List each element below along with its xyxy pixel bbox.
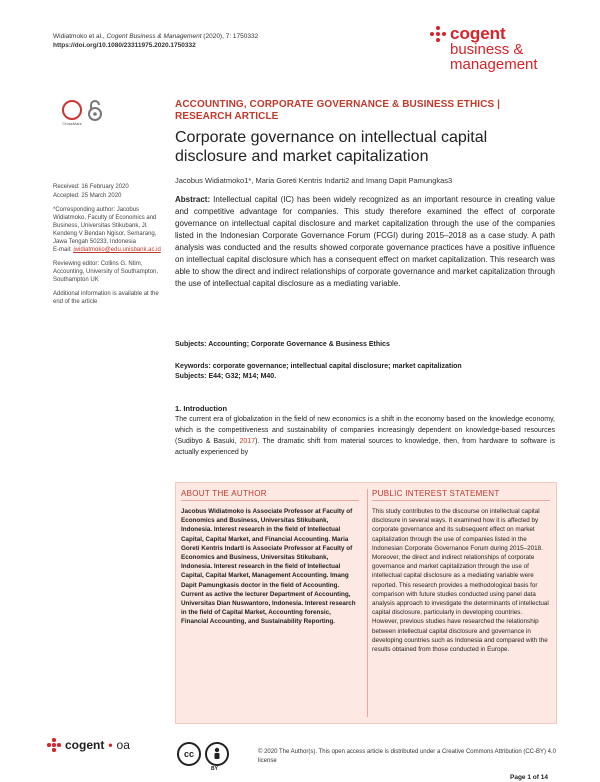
sidebar-info <box>53 183 161 312</box>
cc-by-icon[interactable] <box>205 742 229 772</box>
email-link[interactable]: jwidiatmoko@edu.unisbank.ac.id <box>73 247 161 253</box>
intro-heading: 1. Introduction <box>175 404 228 413</box>
received-date: Received: 16 February 2020 <box>53 184 129 190</box>
citation-journal: Cogent Business & Management <box>106 33 202 40</box>
additional-info: Additional information is available at the end of the article <box>53 291 159 305</box>
intro-part-2: ). The dramatic shift from material sources to knowledge, then, from hardware to software is actually experienced by <box>175 438 555 456</box>
logo-brand: cogent <box>450 24 506 43</box>
footer-brand-suffix: oa <box>116 738 130 752</box>
cogent-oa-logo: cogent • oa <box>47 738 130 752</box>
journal-logo <box>430 26 580 72</box>
accepted-date: Accepted: 25 March 2020 <box>53 193 122 199</box>
corresponding-author <box>53 206 161 254</box>
cc-label: cc <box>183 749 194 759</box>
box-divider <box>367 489 368 717</box>
citation-header <box>53 32 258 50</box>
abstract-text: Intellectual capital (IC) has been widely recognized as an important resource in creating value and competitive advantage for companies. This study therefore examined the effect of corporate governance on intellectual capital disclosure and market capitalization through the use of the companies listed in the Indonesian Corporate Governance Forum (FCGI) during 2015–2018 as a case study. A path analysis was conducted and the results showed corporate governance practices have a positive influence on intellectual capital disclosure which has a consequent effect on market capitalization. This research was able to show the direct and indirect relationships of corporate governance and market capitalization through the use of intellectual capital disclosure as a mediating variable. <box>175 195 555 288</box>
by-label: BY <box>211 766 218 772</box>
citation-rest: (2020), 7: 1750332 <box>201 33 259 40</box>
about-author <box>181 489 359 627</box>
logo-line2: management <box>450 56 538 73</box>
keywords-block <box>175 362 555 382</box>
about-author-text: Jacobus Widiatmoko is Associate Professor at Faculty of Economics and Business, Universitas Stikubank, Indonesia. Interest research in the field of Intellectual Capital, Capital Market, and Financial Accounting. Maria Goreti Kentris Indarti is Associate Professor at Faculty of Economics and Business, Universitas Stikubank, Indonesia. Interest research in the field of Intellectual Capital, Capital Market, Management Accounting. Imang Dapit Pamungkasis doctor in the field of Accounting. Current as active the lecturer Department of Accounting, Universitas Dian Nuswantoro, Indonesia. Interest research in the field of Capital Market, Accounting forensic, Financial Accounting, and Sustainability Reporting. <box>181 508 356 626</box>
intro-part-1: The current era of globalization in the field of new economics is a shift in the economy based on the knowledge economy, which is the competitiveness and sustainability of companies increasingly dependent on knowledge-based resources (Sudibyo & Basuki, <box>175 416 555 445</box>
reviewing-editor: Reviewing editor: Collins G. Ntim, Accounting, University of Southampton, Southampton UK <box>53 261 159 283</box>
page-number: Page 1 of 14 <box>510 774 548 781</box>
subject-codes: Subjects: E44; G32; M14; M40. <box>175 373 277 380</box>
citation-authors: Widiatmoko et al., <box>53 33 107 40</box>
cc-license-icon[interactable] <box>177 742 201 766</box>
public-interest-heading: PUBLIC INTEREST STATEMENT <box>372 489 550 501</box>
public-interest-text: This study contributes to the discourse on intellectual capital disclosure in several ways. It examined how it is affected by corporate governance and its subsequent effect on market capitalization through the use of companies listed in the Indonesian Corporate Governance Forum during 2015–2018. Moreover, the direct and indirect relationships of corporate governance and market capitalization through the use of intellectual capital disclosure as a mediating variable were reported. This research provides a methodological basis for comparison with future studies conducted using panel data analysis approach to investigate the determinants of intellectual capital disclosure, particularly in developing countries. However, previous studies have researched the relationship between intellectual capital disclosure and governance in developing countries such as Indonesia and compared with the results obtained from those conducted in Europe. <box>372 508 549 654</box>
intro-text <box>175 414 555 458</box>
email-label: E-mail: <box>53 247 74 253</box>
crossmark-icon <box>62 100 82 120</box>
cogent-dots-icon <box>430 26 446 42</box>
article-section: ACCOUNTING, CORPORATE GOVERNANCE & BUSINESS ETHICS | RESEARCH ARTICLE <box>175 99 501 122</box>
author-info-box <box>175 482 557 724</box>
keywords: Keywords: corporate governance; intellectual capital disclosure; market capitalization <box>175 363 462 370</box>
crossmark-badge[interactable] <box>62 100 82 124</box>
crossmark-label: CrossMark <box>62 121 82 126</box>
logo-line1: business & <box>450 41 524 58</box>
abstract-label: Abstract: <box>175 195 211 204</box>
footer-brand: cogent <box>65 738 105 752</box>
intro-citation-link[interactable]: 2017 <box>239 438 256 445</box>
corresponding-text: *Corresponding author: Jacobus Widiatmoko, Faculty of Economics and Business, Universitas Stikubank, Jl. Kendeng V Bendan Ngisor, Semarang, Jawa Tengah 50233, Indonesia <box>53 207 157 245</box>
cogent-oa-dots-icon <box>47 738 61 752</box>
open-access-icon <box>88 100 102 127</box>
subjects: Subjects: Accounting; Corporate Governance & Business Ethics <box>175 341 390 348</box>
about-author-heading: ABOUT THE AUTHOR <box>181 489 359 501</box>
abstract <box>175 194 555 290</box>
article-title: Corporate governance on intellectual capital disclosure and market capitalization <box>175 129 488 165</box>
doi-link[interactable]: https://doi.org/10.1080/23311975.2020.1750332 <box>53 42 196 49</box>
public-interest <box>372 489 550 654</box>
license-text: © 2020 The Author(s). This open access article is distributed under a Creative Commons Attribution (CC-BY) 4.0 license <box>258 749 557 764</box>
article-authors: Jacobus Widiatmoko1*, Maria Goreti Kentris Indarti2 and Imang Dapit Pamungkas3 <box>175 176 453 185</box>
